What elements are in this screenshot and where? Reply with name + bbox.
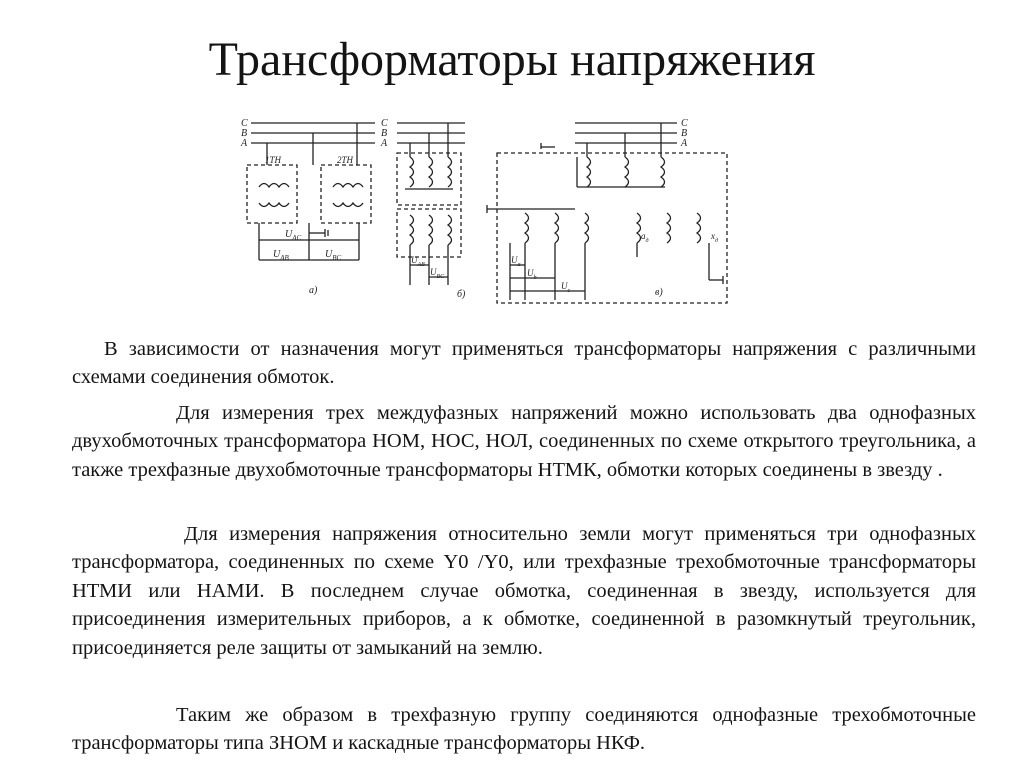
- phase-label-b-c: B: [681, 128, 688, 139]
- label-x-d: $x_д$: [711, 231, 719, 244]
- phase-label-a-c: A: [681, 138, 688, 149]
- wiring-diagrams-figure: [225, 115, 750, 310]
- scheme-c-box: [497, 153, 727, 303]
- paragraph-2: Для измерения трех междуфазных напряжений можно использовать два однофазных двухобмоточных трансформатора НОМ, НОС, НОЛ, соединенных по схеме открытого треугольника, а также трехфазные двухобмоточные трансформаторы НТМК, обмотки которых соединены в звезду .: [72, 401, 976, 481]
- tn1-secondary-coil: [259, 203, 289, 207]
- label-u-bc: $U_{BC}$: [325, 249, 342, 262]
- tn2-primary-coil: [333, 184, 363, 188]
- tn2-label: 2ТН: [337, 155, 354, 165]
- phase-label-a: A: [241, 138, 248, 149]
- scheme-b-coil-b: [429, 157, 433, 187]
- scheme-c: [487, 118, 727, 303]
- tn2-secondary-coil: [333, 203, 363, 207]
- scheme-c-delta-2: [667, 213, 671, 243]
- label-u-a: $U_a$: [511, 255, 521, 268]
- scheme-b-coil-c: [448, 157, 452, 187]
- label-b-u-bc: $U_{BC}$: [430, 267, 445, 280]
- scheme-c-primary-c: [661, 157, 665, 187]
- transformer-1tn-box: [247, 165, 297, 223]
- phase-label-b: B: [241, 128, 248, 139]
- scheme-b-coil-a: [410, 157, 414, 187]
- scheme-c-delta-3: [697, 213, 701, 243]
- phase-label-a-b: A: [381, 138, 388, 149]
- scheme-c-delta-1: [637, 213, 641, 243]
- label-b-u-ab: $U_{AB}$: [411, 255, 425, 268]
- scheme-b-secondary-a: [410, 215, 414, 245]
- scheme-b-secondary-c: [448, 215, 452, 245]
- scheme-c-secondary-c: [585, 213, 589, 243]
- scheme-a-phase-labels: [240, 118, 248, 149]
- phase-label-b-b: B: [381, 128, 388, 139]
- caption-c: в): [655, 287, 663, 298]
- label-u-b: $U_b$: [527, 268, 537, 281]
- scheme-c-secondary-a: [525, 213, 529, 243]
- transformer-2tn-box: [321, 165, 371, 223]
- phase-label-c-b: C: [381, 118, 388, 129]
- scheme-c-primary-b: [625, 157, 629, 187]
- scheme-a: [240, 118, 375, 296]
- label-a-d: $a_д$: [641, 231, 649, 244]
- paragraph-4: Таким же образом в трехфазную группу соединяются однофазные трехобмоточные трансформаторы типа ЗНОМ и каскадные трансформаторы НКФ.: [72, 703, 976, 754]
- phase-label-c: C: [241, 118, 248, 129]
- scheme-b: [380, 118, 466, 300]
- scheme-c-primary-a: [587, 157, 591, 187]
- label-u-c: $U_c$: [561, 281, 571, 294]
- caption-b: б): [457, 289, 466, 300]
- phase-label-c-c: C: [681, 118, 688, 129]
- tn1-primary-coil: [259, 184, 289, 188]
- label-u-ab: $U_{AB}$: [273, 249, 289, 262]
- label-u-ac: $U_{AC}$: [285, 229, 302, 242]
- paragraph-1: В зависимости от назначения могут применяться трансформаторы напряжения с различными схемами соединения обмоток.: [72, 337, 976, 388]
- slide-title: Трансформаторы напряжения: [208, 33, 816, 86]
- caption-a: а): [309, 285, 318, 296]
- scheme-b-secondary-b: [429, 215, 433, 245]
- tn1-label: 1ТН: [265, 155, 282, 165]
- scheme-c-secondary-b: [555, 213, 559, 243]
- paragraph-3: Для измерения напряжения относительно земли могут применяться три однофазных трансформатора, соединенных по схеме Y0 /Y0, или трехфазные трехобмоточные трансформаторы НТМИ или НАМИ. В последнем случае обмотка, соединенная в звезду, используется для присоединения измерительных приборов, а к обмотке, соединенной в разомкнутый треугольник, присоединяется реле защиты от замыканий на землю.: [72, 522, 976, 659]
